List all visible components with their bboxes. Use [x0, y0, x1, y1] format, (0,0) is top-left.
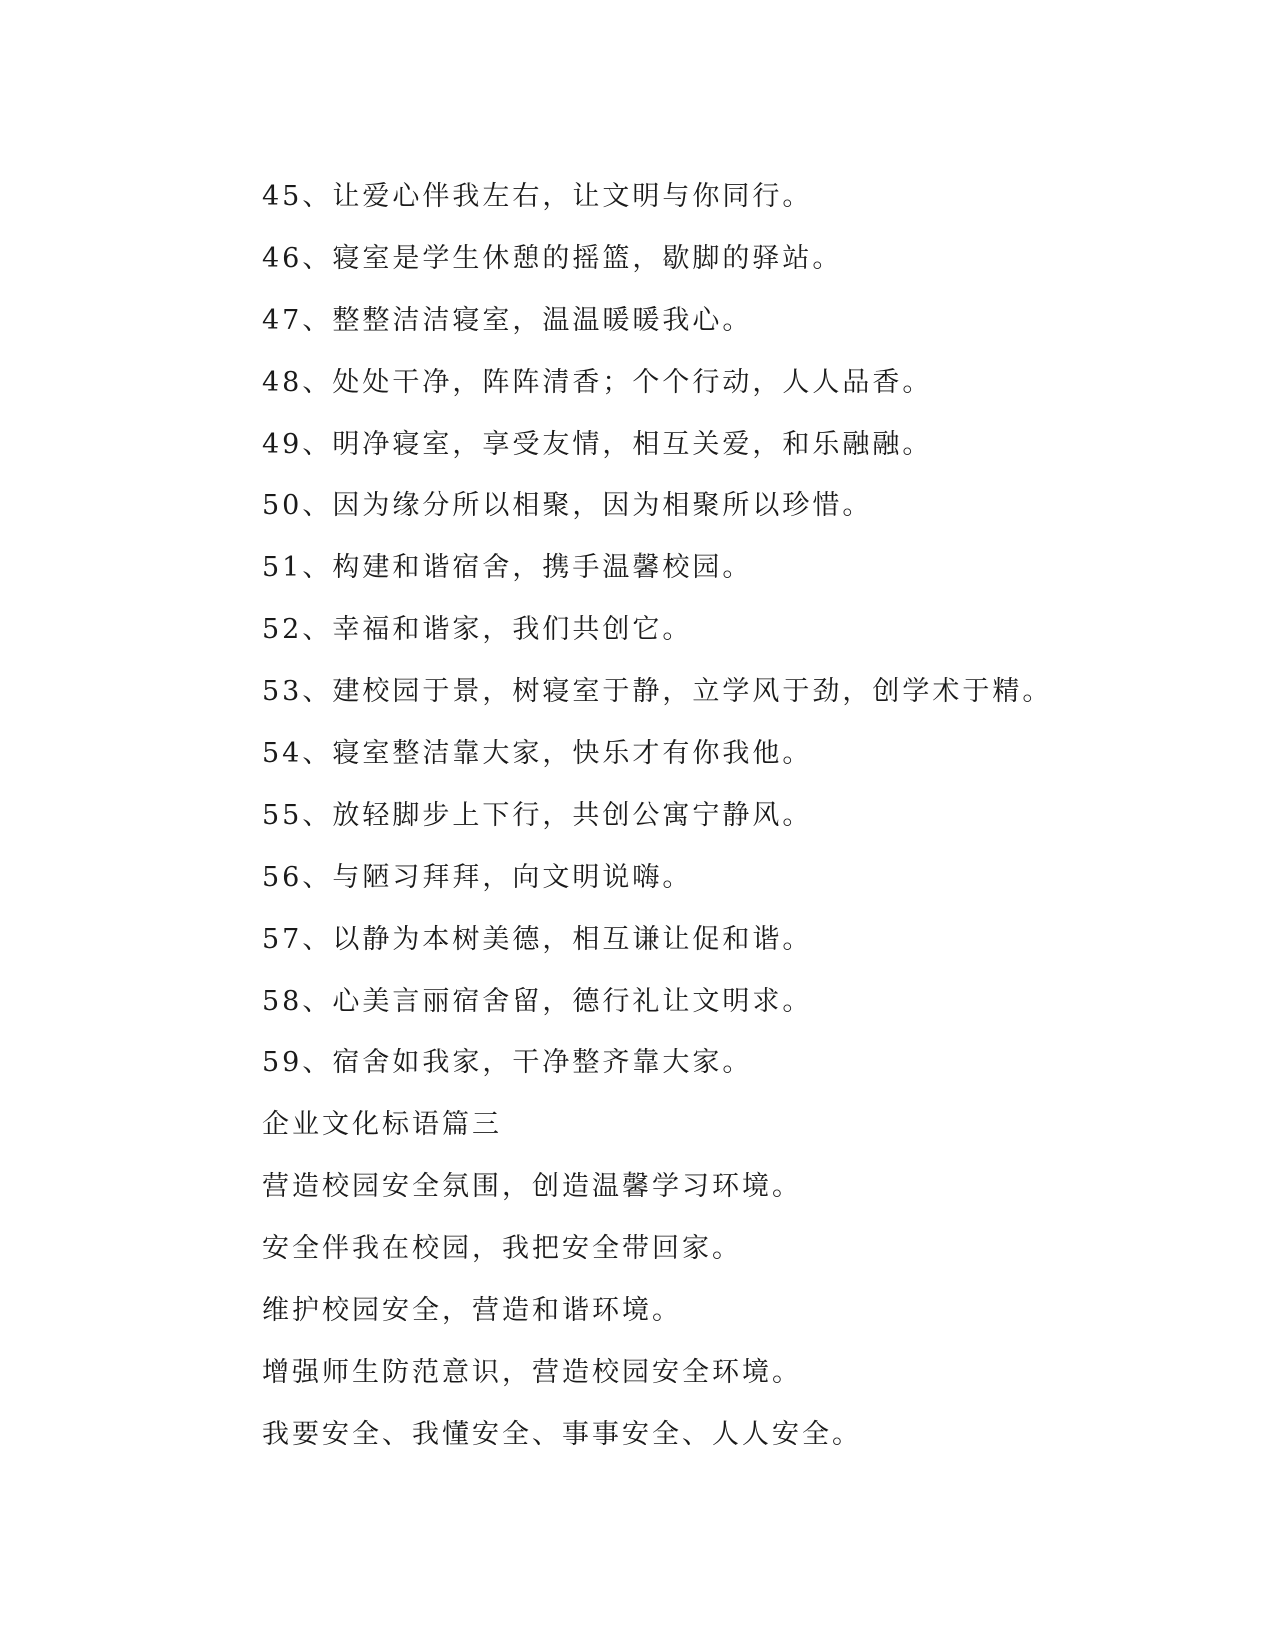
list-item [262, 414, 1162, 476]
list-item [262, 599, 1162, 661]
list-item [262, 537, 1162, 599]
item-text: 宿舍如我家，干净整齐靠大家。 [332, 1047, 753, 1079]
item-number: 58 [262, 985, 303, 1017]
item-number: 46 [262, 242, 303, 274]
slogan-line: 维护校园安全，营造和谐环境。 [262, 1295, 682, 1327]
item-separator: 、 [302, 552, 333, 584]
item-number: 56 [262, 861, 303, 893]
item-number: 57 [262, 923, 303, 955]
item-separator: 、 [302, 861, 333, 893]
item-number: 53 [262, 676, 303, 708]
item-separator: 、 [302, 304, 333, 336]
item-separator: 、 [302, 676, 333, 708]
list-item [262, 909, 1162, 971]
item-number: 49 [262, 428, 303, 460]
item-text: 建校园于景，树寝室于静，立学风于劲，创学术于精。 [332, 676, 1053, 708]
item-number: 55 [262, 799, 303, 831]
item-text: 以静为本树美德，相互谦让促和谐。 [332, 923, 813, 955]
item-separator: 、 [302, 428, 333, 460]
item-text: 寝室是学生休憩的摇篮，歇脚的驿站。 [332, 242, 843, 274]
list-item [262, 971, 1162, 1033]
section-heading: 企业文化标语篇三 [262, 1109, 502, 1141]
item-number: 52 [262, 614, 303, 646]
slogan-line: 营造校园安全氛围，创造温馨学习环境。 [262, 1171, 802, 1203]
item-separator: 、 [302, 1047, 333, 1079]
item-number: 45 [262, 181, 303, 212]
item-separator: 、 [302, 366, 333, 398]
item-text: 幸福和谐家，我们共创它。 [332, 614, 693, 646]
item-separator: 、 [302, 181, 333, 212]
list-item [262, 723, 1162, 785]
item-text: 构建和谐宿舍，携手温馨校园。 [332, 552, 753, 584]
list-item [262, 166, 1162, 228]
list-item [262, 475, 1162, 537]
list-item [262, 1032, 1162, 1094]
item-separator: 、 [302, 738, 333, 770]
item-number: 59 [262, 1047, 303, 1079]
slogan-line: 增强师生防范意识，营造校园安全环境。 [262, 1356, 802, 1388]
item-number: 47 [262, 304, 303, 336]
item-separator: 、 [302, 242, 333, 274]
slogan-line: 我要安全、我懂安全、事事安全、人人安全。 [262, 1418, 862, 1450]
item-text: 放轻脚步上下行，共创公寓宁静风。 [332, 799, 813, 831]
item-text: 明净寝室，享受友情，相互关爱，和乐融融。 [332, 428, 933, 460]
item-number: 48 [262, 366, 303, 398]
item-text: 心美言丽宿舍留，德行礼让文明求。 [332, 985, 813, 1017]
item-number: 50 [262, 490, 303, 522]
list-item [262, 228, 1162, 290]
item-number: 51 [262, 552, 303, 584]
item-number: 54 [262, 738, 303, 770]
document-body [262, 166, 1162, 1466]
item-text: 整整洁洁寝室，温温暖暖我心。 [332, 304, 753, 336]
item-text: 因为缘分所以相聚，因为相聚所以珍惜。 [332, 490, 873, 522]
item-text: 处处干净，阵阵清香；个个行动，人人品香。 [332, 366, 933, 398]
item-text: 寝室整洁靠大家，快乐才有你我他。 [332, 738, 813, 770]
list-item [262, 352, 1162, 414]
item-text: 与陋习拜拜，向文明说嗨。 [332, 861, 693, 893]
item-separator: 、 [302, 490, 333, 522]
item-separator: 、 [302, 985, 333, 1017]
item-text: 让爱心伴我左右，让文明与你同行。 [332, 181, 813, 212]
list-item [262, 785, 1162, 847]
list-item [262, 661, 1162, 723]
item-separator: 、 [302, 614, 333, 646]
slogan-line: 安全伴我在校园，我把安全带回家。 [262, 1233, 742, 1265]
list-item [262, 290, 1162, 352]
list-item [262, 847, 1162, 909]
item-separator: 、 [302, 799, 333, 831]
item-separator: 、 [302, 923, 333, 955]
